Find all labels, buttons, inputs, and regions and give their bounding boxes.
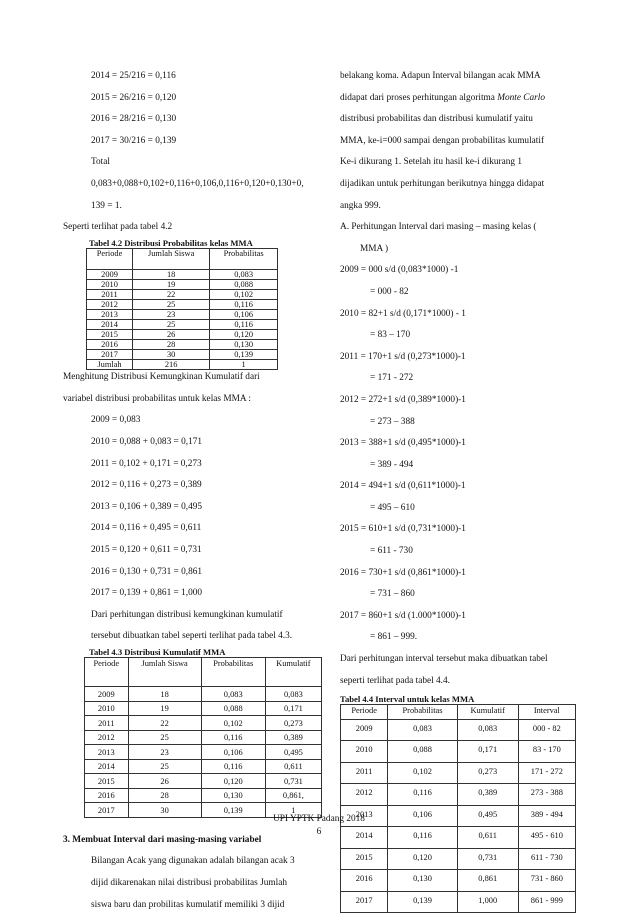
interval-result: = 731 – 860: [370, 589, 415, 600]
table-cell: 2012: [87, 300, 133, 310]
interval-formula: 2009 = 000 s/d (0,083*1000) -1: [340, 265, 459, 276]
table-cell: 0,116: [210, 320, 278, 330]
after-text: Dari perhitungan interval tersebut maka dibuatkan tabel: [340, 654, 548, 665]
table-cell: 2017: [341, 891, 388, 913]
table-cell: 23: [133, 310, 210, 320]
table-cell: 000 - 82: [518, 719, 575, 741]
table-row: [85, 730, 322, 745]
table-4-3-caption: Tabel 4.3 Distribusi Kumulatif MMA: [89, 647, 226, 658]
table-cell: 2017: [87, 350, 133, 360]
table-cell: 216: [133, 360, 210, 370]
table-cell: 0,273: [265, 716, 321, 731]
interval-formula: 2010 = 82+1 s/d (0,171*1000) - 1: [340, 308, 466, 319]
table-cell: 2010: [87, 280, 133, 290]
interval-formula: 2017 = 860+1 s/d (1.000*1000)-1: [340, 610, 466, 621]
interval-formula: 2011 = 170+1 s/d (0,273*1000)-1: [340, 351, 466, 362]
cumulative-result-line: Dari perhitungan distribusi kemungkinan kumulatif: [91, 609, 283, 620]
paragraph-text: didapat dari proses perhitungan algoritma: [340, 92, 495, 103]
left-column: [63, 70, 326, 920]
table-row: [85, 774, 322, 789]
cumulative-line: 2017 = 0,139 + 0,861 = 1,000: [91, 588, 203, 599]
table-header-cell: Probabilitas: [388, 704, 458, 719]
interval-lines: [340, 264, 576, 644]
table-cell: 2014: [85, 759, 129, 774]
cumulative-line: 2014 = 0,116 + 0,495 = 0,611: [91, 523, 202, 534]
table-header-cell: Jumlah Siswa: [128, 658, 201, 687]
table-cell: 731 - 860: [518, 870, 575, 892]
table-cell: 1: [210, 360, 278, 370]
prob-line: 2015 = 26/216 = 0,120: [91, 92, 177, 103]
table-cell: 0,116: [201, 759, 265, 774]
table-cell: 0,106: [388, 805, 458, 827]
table-cell: 0,120: [201, 774, 265, 789]
table-cell: 2014: [87, 320, 133, 330]
table-row: [341, 719, 576, 741]
table-header-row: [87, 249, 278, 270]
table-cell: 23: [128, 745, 201, 760]
interval-formula: 2012 = 272+1 s/d (0,389*1000)-1: [340, 394, 466, 405]
table-cell: 0,861: [457, 870, 518, 892]
table-cell: 2010: [85, 701, 129, 716]
table-4-2: [86, 248, 278, 370]
table-cell: 22: [128, 716, 201, 731]
table-header-cell: Kumulatif: [457, 704, 518, 719]
table-cell: 0,495: [265, 745, 321, 760]
table-cell: 2015: [87, 330, 133, 340]
table-cell: 2013: [85, 745, 129, 760]
table-cell: 0,083: [201, 687, 265, 702]
interval-result: = 861 – 999.: [370, 632, 418, 643]
table-cell: 495 - 610: [518, 827, 575, 849]
table-cell: 2016: [85, 788, 129, 803]
table-cell: 25: [133, 300, 210, 310]
table-row: [341, 870, 576, 892]
table-header-cell: Probabilitas: [201, 658, 265, 687]
table-cell: 0,083: [265, 687, 321, 702]
table-cell: 0,139: [210, 350, 278, 360]
table-header-cell: Jumlah Siswa: [133, 249, 210, 270]
table-cell: 0,611: [265, 759, 321, 774]
table-4-4-caption: Tabel 4.4 Interval untuk kelas MMA: [340, 693, 475, 704]
table-cell: 0,139: [201, 803, 265, 818]
table-cell: 611 - 730: [518, 848, 575, 870]
cumulative-line: 2013 = 0,106 + 0,389 = 0,495: [91, 501, 203, 512]
total-label: Total: [91, 157, 110, 168]
table-cell: 2016: [87, 340, 133, 350]
table-cell: 0,130: [201, 788, 265, 803]
table-cell: 2015: [85, 774, 129, 789]
table-cell: 25: [128, 759, 201, 774]
interval-result: = 495 – 610: [370, 502, 415, 513]
table-cell: 28: [128, 788, 201, 803]
table-cell: 28: [133, 340, 210, 350]
table-row: [87, 330, 278, 340]
interval-result: = 83 – 170: [370, 330, 411, 341]
table-cell: 22: [133, 290, 210, 300]
table-row: [87, 290, 278, 300]
table-row: [341, 784, 576, 806]
table-cell: 0,088: [210, 280, 278, 290]
table-row: [85, 745, 322, 760]
table-cell: 0,116: [388, 827, 458, 849]
cumulative-lines: [76, 414, 326, 600]
cumulative-line: 2009 = 0,083: [91, 415, 141, 426]
cumulative-result-line: tersebut dibuatkan tabel seperti terlihat pada tabel 4.3.: [91, 631, 293, 642]
table-cell: 18: [128, 687, 201, 702]
table-header-cell: Periode: [87, 249, 133, 270]
table-header-row: [341, 704, 576, 719]
table-row: [87, 300, 278, 310]
table-row: [341, 848, 576, 870]
section-3-title: 3. Membuat Interval dari masing-masing variabel: [63, 834, 262, 845]
table-cell: 25: [133, 320, 210, 330]
interval-result: = 273 – 388: [370, 416, 415, 427]
table-cell: 0,083: [210, 270, 278, 280]
paragraph-line: Ke-i dikurang 1. Setelah itu hasil ke-i dikurang 1: [340, 157, 523, 168]
section-3-text: siswa baru dan probilitas kumulatif memiliki 3 dijid: [91, 899, 285, 910]
table-cell: 0,083: [388, 719, 458, 741]
right-column: [340, 70, 576, 913]
page-number: 6: [316, 827, 322, 837]
table-cell: 2013: [87, 310, 133, 320]
paragraph-line: [340, 92, 576, 105]
table-cell: 0,389: [265, 730, 321, 745]
table-cell: 0,102: [210, 290, 278, 300]
table-cell: 0,116: [201, 730, 265, 745]
table-row: [85, 759, 322, 774]
table-cell: 273 - 388: [518, 784, 575, 806]
paragraph-line: dijadikan untuk perhitungan berikutnya hingga didapat: [340, 178, 545, 189]
section-3-text: Bilangan Acak yang digunakan adalah bilangan acak 3: [91, 856, 295, 867]
table-cell: 2016: [341, 870, 388, 892]
prob-line: 2014 = 25/216 = 0,116: [91, 71, 176, 81]
interval-result: = 000 - 82: [370, 286, 409, 297]
table-cell: 2014: [341, 827, 388, 849]
table-row: [87, 320, 278, 330]
table-cell: 2015: [341, 848, 388, 870]
table-cell: 0,273: [457, 762, 518, 784]
total-result: 139 = 1.: [91, 200, 122, 211]
paragraph-line: distribusi probabilitas dan distribusi kumulatif yaitu: [340, 114, 533, 125]
table-cell: 0,611: [457, 827, 518, 849]
table-cell: 25: [128, 730, 201, 745]
interval-result: = 389 - 494: [370, 459, 414, 470]
page-footer: [0, 813, 638, 839]
table-row: [85, 701, 322, 716]
table-cell: 83 - 170: [518, 741, 575, 763]
table-cell: 0,861,: [265, 788, 321, 803]
table-cell: 171 - 272: [518, 762, 575, 784]
paragraph-line: angka 999.: [340, 200, 381, 211]
section-3-text: dijid dikarenakan nilai distribusi probabilitas Jumlah: [91, 877, 287, 888]
interval-formula: 2014 = 494+1 s/d (0,611*1000)-1: [340, 481, 466, 492]
cumulative-intro-line: Menghitung Distribusi Kemungkinan Kumulatif dari: [63, 372, 260, 383]
interval-formula: 2015 = 610+1 s/d (0,731*1000)-1: [340, 524, 466, 535]
table-4-3: [84, 657, 322, 818]
table-cell: 30: [128, 803, 201, 818]
table-cell: 0,171: [457, 741, 518, 763]
table-cell: 2012: [85, 730, 129, 745]
total-sum: 0,083+0,088+0,102+0,116+0,106,0,116+0,120+0,130+0,: [91, 178, 304, 189]
table-row: [87, 270, 278, 280]
table-row: [87, 340, 278, 350]
table-cell: 0,130: [210, 340, 278, 350]
table-cell: Jumlah: [87, 360, 133, 370]
cumulative-intro-line: variabel distribusi probabilitas untuk kelas MMA :: [63, 393, 251, 404]
table-row: [87, 350, 278, 360]
table-cell: 2011: [85, 716, 129, 731]
table-cell: 0,116: [210, 300, 278, 310]
table-row: [85, 788, 322, 803]
cumulative-line: 2015 = 0,120 + 0,611 = 0,731: [91, 544, 202, 555]
see-table-text: Seperti terlihat pada tabel 4.2: [63, 222, 173, 233]
table-cell: 0,102: [201, 716, 265, 731]
table-cell: 2009: [341, 719, 388, 741]
table-row: [341, 891, 576, 913]
table-cell: 19: [128, 701, 201, 716]
table-row: [87, 280, 278, 290]
table-cell: 19: [133, 280, 210, 290]
table-cell: 1,000: [457, 891, 518, 913]
after-text: seperti terlihat pada tabel 4.4.: [340, 675, 450, 686]
table-cell: 0,106: [210, 310, 278, 320]
paragraph-line: belakang koma. Adapun Interval bilangan acak MMA: [340, 71, 541, 81]
table-row: [341, 741, 576, 763]
cumulative-line: 2012 = 0,116 + 0,273 = 0,389: [91, 480, 202, 491]
table-cell: 1: [265, 803, 321, 818]
table-row: [87, 360, 278, 370]
interval-result: = 611 - 730: [370, 546, 413, 557]
table-4-2-caption: Tabel 4.2 Distribusi Probabilitas kelas MMA: [89, 238, 253, 249]
table-cell: 0,083: [457, 719, 518, 741]
table-cell: 0,130: [388, 870, 458, 892]
table-cell: 0,171: [265, 701, 321, 716]
table-cell: 2010: [341, 741, 388, 763]
table-cell: 18: [133, 270, 210, 280]
table-cell: 0,106: [201, 745, 265, 760]
table-header-cell: Kumulatif: [265, 658, 321, 687]
table-cell: 2012: [341, 784, 388, 806]
algorithm-name: Monte Carlo: [497, 92, 546, 103]
table-cell: 26: [128, 774, 201, 789]
cumulative-line: 2016 = 0,130 + 0,731 = 0,861: [91, 566, 203, 577]
table-cell: 0,731: [457, 848, 518, 870]
cumulative-line: 2010 = 0,088 + 0,083 = 0,171: [91, 436, 203, 447]
table-cell: 0,088: [388, 741, 458, 763]
table-cell: 2011: [87, 290, 133, 300]
interval-result: = 171 - 272: [370, 373, 414, 384]
paragraph-line: MMA, ke-i=000 sampai dengan probabilitas kumulatif: [340, 135, 545, 146]
table-4-4: [340, 704, 576, 914]
table-row: [85, 687, 322, 702]
prob-line: 2016 = 28/216 = 0,130: [91, 114, 177, 125]
table-cell: 0,731: [265, 774, 321, 789]
table-cell: 389 - 494: [518, 805, 575, 827]
table-header-cell: Interval: [518, 704, 575, 719]
table-row: [85, 716, 322, 731]
footer-publisher: UPI YPTK Padang 2018: [273, 814, 365, 824]
table-cell: 0,495: [457, 805, 518, 827]
table-cell: 2011: [341, 762, 388, 784]
table-cell: 2013: [341, 805, 388, 827]
table-cell: 2017: [85, 803, 129, 818]
table-cell: 0,116: [388, 784, 458, 806]
table-cell: 2009: [87, 270, 133, 280]
table-cell: 0,389: [457, 784, 518, 806]
table-body: [87, 270, 278, 370]
table-cell: 0,088: [201, 701, 265, 716]
table-cell: 0,102: [388, 762, 458, 784]
table-header-cell: Probabilitas: [210, 249, 278, 270]
table-header-row: [85, 658, 322, 687]
table-body: [85, 687, 322, 818]
table-cell: 26: [133, 330, 210, 340]
section-a-heading: MMA ): [360, 243, 389, 254]
interval-formula: 2013 = 388+1 s/d (0,495*1000)-1: [340, 438, 466, 449]
cumulative-line: 2011 = 0,102 + 0,171 = 0,273: [91, 458, 202, 469]
table-header-cell: Periode: [85, 658, 129, 687]
table-cell: 30: [133, 350, 210, 360]
section-a-heading: A. Perhitungan Interval dari masing – masing kelas (: [340, 222, 537, 233]
table-row: [87, 310, 278, 320]
interval-formula: 2016 = 730+1 s/d (0,861*1000)-1: [340, 567, 466, 578]
table-cell: 861 - 999: [518, 891, 575, 913]
table-cell: 0,120: [210, 330, 278, 340]
table-row: [341, 762, 576, 784]
table-cell: 0,120: [388, 848, 458, 870]
table-cell: 0,139: [388, 891, 458, 913]
prob-line: 2017 = 30/216 = 0,139: [91, 135, 177, 146]
table-header-cell: Periode: [341, 704, 388, 719]
table-cell: 2009: [85, 687, 129, 702]
